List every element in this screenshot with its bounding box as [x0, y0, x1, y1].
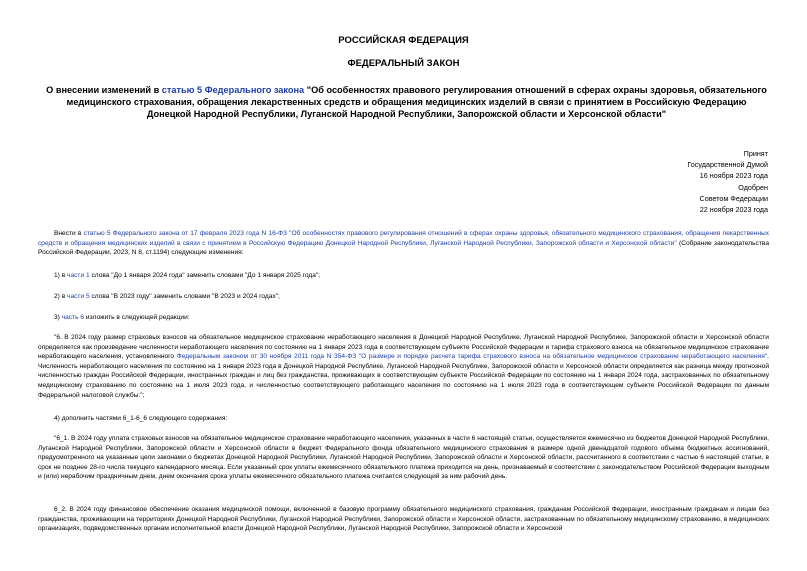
part-6-text	[38, 333, 769, 400]
item-1-end: слова "До 1 января 2024 года" заменить словами "До 1 января 2025 года";	[89, 272, 321, 279]
part-6-end: . Численность неработающего населения по состоянию на 1 января 2023 года в Донецкой Народной Республике, Луганской Народной Республике, Запорожской области и Херсонской области определяется как разница между прогнозной численностью граждан Российской Федерации, иностранных граждан и лиц без гражданства, проживающих в соответствующем субъекте Российской Федерации по состоянию на 1 января 2024 года, застрахованных по обязательному медицинскому страхованию по состоянию на 1 июля 2023 года, и численностью соответствующего работающего населения по состоянию на 1 июля 2023 года в соответствующем субъекте Российской Федерации по данным Федеральной налоговой службы.";	[38, 353, 769, 399]
item-2-start: 2) в	[54, 293, 68, 300]
intro-paragraph	[38, 229, 769, 258]
item-1-start: 1) в	[54, 272, 68, 279]
part-1-link[interactable]: части 1	[67, 272, 90, 279]
part-6-start: "6. В 2024 году размер страховых взносов на обязательное медицинское страхование неработающего населения в Донецкой Народной Республике, Луганской Народной Республике, Запорожской области и Херсонской области определяется как произведение численности неработающего населения по состоянию на 1 января 2023 года в соответствующем субъекте Российской Федерации и тарифа страхового взноса на обязательное медицинское страхование неработающего населения, установленного	[38, 334, 769, 361]
adoption-info	[568, 148, 768, 215]
adoption-duma: Государственной Думой	[687, 160, 768, 170]
law-title	[44, 84, 769, 120]
country-heading: РОССИЙСКАЯ ФЕДЕРАЦИЯ	[338, 35, 469, 46]
item-1	[38, 271, 769, 281]
title-prefix: О внесении изменений в	[46, 85, 162, 95]
item-3-end: изложить в следующей редакции:	[84, 314, 190, 321]
law-type-heading: ФЕДЕРАЛЬНЫЙ ЗАКОН	[347, 58, 460, 69]
adoption-council: Советом Федерации	[699, 193, 768, 203]
title-suffix: "Об особенностях правового регулирования отношений в сферах охраны здоровья, обязательного медицинского страхования, обращения лекарственных средств и обращения медицинских изделий в связи с принятием в Российскую Федерацию Донецкой Народной Республики, Луганской Народной Республики, Запорожской области и Херсонской области"	[66, 85, 767, 119]
item-3-start: 3)	[54, 314, 62, 321]
part-6-1-text: "6_1. В 2024 году уплата страховых взносов на обязательное медицинское страхование неработающего населения, указанных в части 6 настоящей статьи, осуществляется ежемесячно из бюджетов Донецкой Народной Республики, Луганской Народной Республики, Запорожской области и Херсонской области в бюджет Федерального фонда обязательного медицинского страхования в размере одной двенадцатой годового объема бюджетных ассигнований, предусмотренного на указанные цели законами о бюджетах Донецкой Народной Республики, Луганской Народной Республики, Запорожской области и Херсонской области, рассчитанного в соответствии с частью 6 настоящей статьи, в срок не позднее 28-го числа текущего календарного месяца. Если указанный срок уплаты ежемесячного обязательного платежа приходится на день, признаваемый в соответствии с законодательством Российской Федерации выходным и (или) нерабочим праздничным днем, днем окончания срока уплаты ежемесячного обязательного платежа считается следующий за ним рабочий день.	[38, 435, 769, 481]
item-4: 4) дополнить частями 6_1-6_6 следующего содержания:	[54, 415, 228, 422]
item-2	[38, 292, 769, 302]
adoption-duma-date: 16 ноября 2023 года	[699, 171, 768, 181]
item-2-end: слова "В 2023 году" заменить словами "В 2023 и 2024 годах";	[89, 293, 280, 300]
item-3	[38, 313, 769, 323]
adoption-approved: Одобрен	[738, 182, 768, 192]
intro-text-start: Внести в	[54, 230, 84, 237]
intro-text-end: (Собрание законодательства Российской Федерации, 2023, N 8, ст.1194) следующие изменения:	[38, 239, 769, 257]
title-article-link[interactable]: статью 5 Федерального закона	[161, 85, 305, 95]
adoption-council-date: 22 ноября 2023 года	[699, 205, 768, 215]
intro-law-link[interactable]: статью 5 Федерального закона от 17 февраля 2023 года N 16-ФЗ "Об особенностях правового регулирования отношений в сферах охраны здоровья, обязательного медицинского страхования, обращения лекарственных средств и обращения медицинских изделий в связи с принятием в Российскую Федерацию Донецкой Народной Республики, Луганской Народной Республики, Запорожской области и Херсонской области"	[38, 230, 769, 247]
part-6-link[interactable]: часть 6	[61, 314, 85, 321]
adoption-accepted: Принят	[743, 149, 768, 158]
part-5-link[interactable]: части 5	[67, 293, 90, 300]
part-6-2-text: 6_2. В 2024 году финансовое обеспечение оказания медицинской помощи, включенной в базовую программу обязательного медицинского страхования, гражданам Российской Федерации, иностранным гражданам и лицам без гражданства, проживающим на территориях Донецкой Народной Республики, Луганской Народной Республики, Запорожской области и Херсонской области, застрахованным по обязательному медицинскому страхованию, в медицинских организациях, подведомственных органам исполнительной власти Донецкой Народной Республики, Луганской Народной Республики, Запорожской области и Херсонской	[38, 506, 769, 533]
law-354-link[interactable]: Федеральным законом от 30 ноября 2011 года N 354-ФЗ "О размере и порядке расчета тарифа страхового взноса на обязательное медицинское страхование неработающего населения"	[176, 353, 768, 361]
